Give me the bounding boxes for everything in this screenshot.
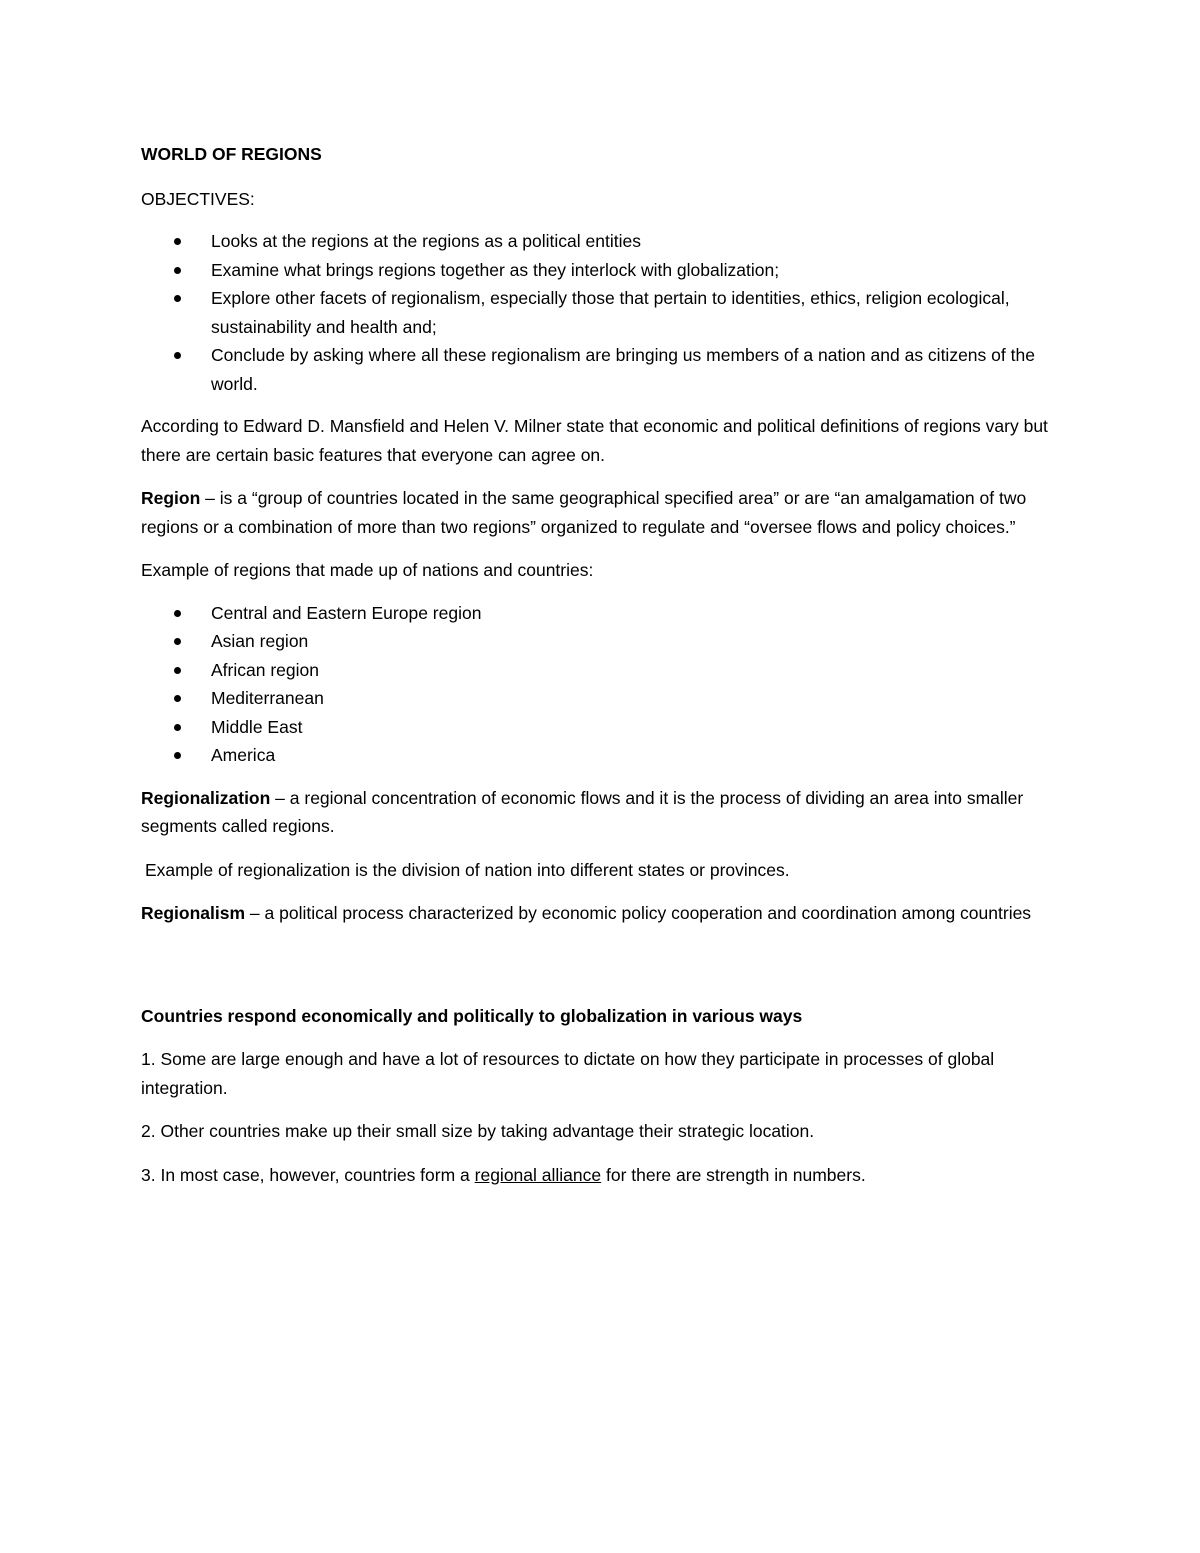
region-name: African region xyxy=(211,659,319,680)
bullet-icon xyxy=(174,267,181,274)
response-item-2 xyxy=(141,1117,1061,1146)
region-name: America xyxy=(211,745,276,765)
objective-text: Explore other facets of regionalism, especially those that pertain to identities, ethics, religion ecological, sustainability and health and; xyxy=(211,288,1010,337)
bullet-icon xyxy=(174,238,181,245)
bullet-icon xyxy=(174,638,181,645)
list-item xyxy=(141,684,1061,713)
list-item xyxy=(141,656,1061,685)
list-item xyxy=(141,284,1061,341)
bullet-icon xyxy=(174,610,181,617)
list-item xyxy=(141,227,1061,256)
document-title: WORLD OF REGIONS xyxy=(141,144,322,164)
response-text: Other countries make up their small size by taking advantage their strategic location. xyxy=(155,1121,815,1141)
region-definition xyxy=(141,484,1061,541)
regionalism-term: Regionalism xyxy=(141,903,246,923)
bullet-icon xyxy=(174,695,181,702)
response-number: 3. xyxy=(141,1164,156,1185)
response-number: 1. xyxy=(141,1049,156,1069)
bullet-icon xyxy=(174,667,181,674)
regionalization-definition xyxy=(141,784,1061,841)
response-item-1 xyxy=(141,1045,1061,1102)
objective-text: Looks at the regions at the regions as a political entities xyxy=(211,231,641,251)
region-name: Middle East xyxy=(211,716,303,737)
regionalization-definition-text: – a regional concentration of economic flows and it is the process of dividing an area into smaller segments called regions. xyxy=(141,787,1024,836)
list-item xyxy=(141,599,1061,628)
bullet-icon xyxy=(174,295,181,302)
response-text-after: for there are strength in numbers. xyxy=(601,1164,866,1185)
examples-label: Example of regions that made up of nations and countries: xyxy=(141,560,594,580)
regional-alliance-term: regional alliance xyxy=(474,1164,602,1185)
bullet-icon xyxy=(174,724,181,731)
response-number: 2. xyxy=(141,1121,156,1141)
region-name: Central and Eastern Europe region xyxy=(211,602,482,623)
objectives-list xyxy=(141,227,1061,398)
intro-paragraph: According to Edward D. Mansfield and Helen V. Milner state that economic and political definitions of regions vary but there are certain basic features that everyone can agree on. xyxy=(141,416,1048,465)
bullet-icon xyxy=(174,752,181,759)
region-term: Region xyxy=(141,488,201,508)
objectives-label: OBJECTIVES: xyxy=(141,188,255,209)
list-item xyxy=(141,341,1061,398)
example-regions-list xyxy=(141,599,1061,770)
objective-text: Conclude by asking where all these regionalism are bringing us members of a nation and as citizens of the world. xyxy=(211,345,1035,394)
objective-text: Examine what brings regions together as they interlock with globalization; xyxy=(211,259,780,280)
region-name: Asian region xyxy=(211,631,309,651)
response-text-before: In most case, however, countries form a xyxy=(155,1164,475,1185)
region-name: Mediterranean xyxy=(211,688,324,708)
list-item xyxy=(141,256,1061,285)
list-item xyxy=(141,741,1061,770)
regionalization-example: Example of regionalization is the division of nation into different states or provinces. xyxy=(145,859,790,880)
responses-heading: Countries respond economically and politically to globalization in various ways xyxy=(141,1005,803,1026)
bullet-icon xyxy=(174,352,181,359)
response-text: Some are large enough and have a lot of resources to dictate on how they participate in processes of global integration. xyxy=(141,1049,995,1098)
region-definition-text: – is a “group of countries located in the same geographical specified area” or are “an amalgamation of two regions or a combination of more than two regions” organized to regulate and “oversee flows and policy choices.” xyxy=(141,488,1027,537)
list-item xyxy=(141,627,1061,656)
regionalism-definition-text: – a political process characterized by economic policy cooperation and coordination among countries xyxy=(245,903,1032,923)
document-page xyxy=(141,140,1061,1204)
response-item-3 xyxy=(141,1161,1061,1190)
list-item xyxy=(141,713,1061,742)
regionalism-definition xyxy=(141,899,1061,928)
regionalization-term: Regionalization xyxy=(141,787,271,808)
